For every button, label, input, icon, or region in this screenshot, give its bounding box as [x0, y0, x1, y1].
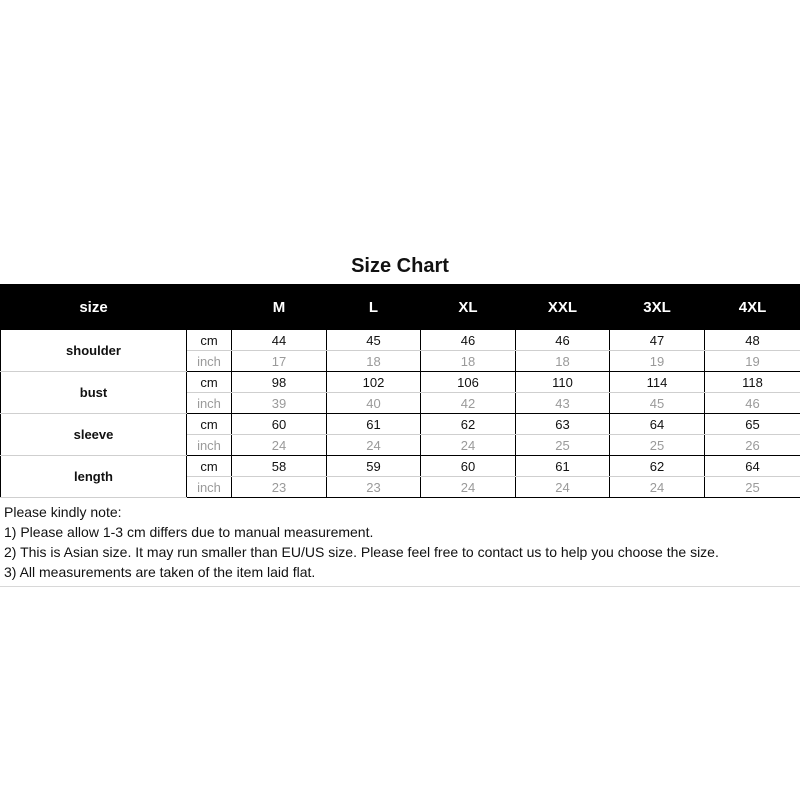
note-item: 1) Please allow 1-3 cm differs due to manual measurement.	[4, 524, 374, 540]
table-cell: 19	[705, 351, 800, 372]
table-cell: 59	[327, 456, 421, 477]
measure-shoulder: shoulder	[1, 330, 187, 372]
note-item: 2) This is Asian size. It may run smaller than EU/US size. Please feel free to contact us to help you choose the size.	[4, 544, 719, 560]
table-cell: 43	[516, 393, 610, 414]
table-cell: 61	[327, 414, 421, 435]
table-cell: 61	[516, 456, 610, 477]
table-cell: 102	[327, 372, 421, 393]
header-size-4xl: 4XL	[705, 285, 800, 330]
header-row	[1, 285, 800, 330]
unit-inch: inch	[187, 477, 232, 498]
header-size-xxl: XXL	[516, 285, 610, 330]
table-cell: 98	[232, 372, 327, 393]
header-size-label: size	[1, 285, 187, 330]
table-cell: 24	[327, 435, 421, 456]
header-size-xl: XL	[421, 285, 516, 330]
size-chart	[0, 248, 800, 587]
table-row	[1, 330, 800, 351]
table-cell: 24	[421, 477, 516, 498]
table-cell: 48	[705, 330, 800, 351]
table-cell: 63	[516, 414, 610, 435]
table-cell: 46	[705, 393, 800, 414]
unit-cm: cm	[187, 414, 232, 435]
chart-title: Size Chart	[351, 255, 449, 277]
table-cell: 106	[421, 372, 516, 393]
table-cell: 42	[421, 393, 516, 414]
table-cell: 40	[327, 393, 421, 414]
measure-length: length	[1, 456, 187, 498]
table-cell: 62	[610, 456, 705, 477]
table-cell: 19	[610, 351, 705, 372]
table-row	[1, 456, 800, 477]
table-cell: 23	[327, 477, 421, 498]
header-size-m: M	[232, 285, 327, 330]
notes-block	[0, 498, 800, 587]
table-row	[1, 414, 800, 435]
table-cell: 60	[232, 414, 327, 435]
unit-cm: cm	[187, 330, 232, 351]
unit-cm: cm	[187, 372, 232, 393]
table-cell: 110	[516, 372, 610, 393]
table-cell: 18	[327, 351, 421, 372]
table-cell: 47	[610, 330, 705, 351]
table-cell: 18	[421, 351, 516, 372]
table-cell: 60	[421, 456, 516, 477]
table-row	[1, 372, 800, 393]
table-cell: 114	[610, 372, 705, 393]
table-cell: 118	[705, 372, 800, 393]
table-cell: 39	[232, 393, 327, 414]
size-table	[0, 284, 800, 498]
unit-cm: cm	[187, 456, 232, 477]
measure-bust: bust	[1, 372, 187, 414]
notes-heading: Please kindly note:	[4, 504, 122, 520]
table-cell: 62	[421, 414, 516, 435]
note-item: 3) All measurements are taken of the item laid flat.	[4, 564, 316, 580]
table-cell: 25	[610, 435, 705, 456]
table-cell: 25	[705, 477, 800, 498]
table-cell: 65	[705, 414, 800, 435]
table-cell: 18	[516, 351, 610, 372]
table-cell: 46	[421, 330, 516, 351]
unit-inch: inch	[187, 351, 232, 372]
table-cell: 23	[232, 477, 327, 498]
unit-inch: inch	[187, 435, 232, 456]
unit-inch: inch	[187, 393, 232, 414]
table-cell: 24	[421, 435, 516, 456]
table-cell: 58	[232, 456, 327, 477]
table-cell: 26	[705, 435, 800, 456]
table-cell: 64	[705, 456, 800, 477]
table-cell: 44	[232, 330, 327, 351]
table-cell: 24	[516, 477, 610, 498]
table-cell: 64	[610, 414, 705, 435]
table-cell: 46	[516, 330, 610, 351]
header-size-l: L	[327, 285, 421, 330]
table-cell: 45	[610, 393, 705, 414]
table-cell: 17	[232, 351, 327, 372]
table-cell: 24	[232, 435, 327, 456]
measure-sleeve: sleeve	[1, 414, 187, 456]
table-cell: 25	[516, 435, 610, 456]
table-cell: 45	[327, 330, 421, 351]
table-cell: 24	[610, 477, 705, 498]
header-unit-blank	[187, 285, 232, 330]
header-size-3xl: 3XL	[610, 285, 705, 330]
